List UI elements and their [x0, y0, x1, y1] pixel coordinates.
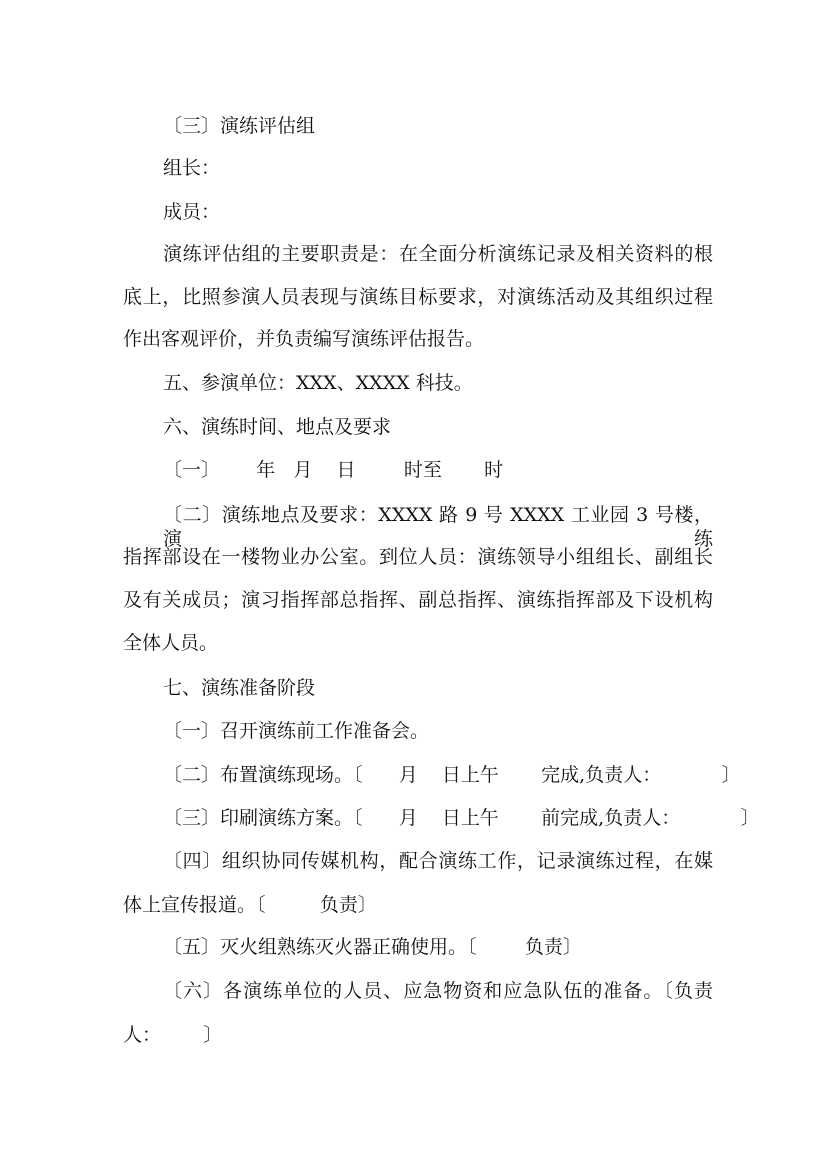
text-line: 全体人员。 [123, 632, 219, 654]
text-line: 〔二〕布置演练现场。〔 月 日上午 完成,负责人： 〕 [163, 764, 741, 786]
text-line: 作出客观评价，并负责编写演练评估报告。 [123, 328, 485, 350]
text-line: 〔五〕灭火组熟练灭火器正确使用。〔 负责〕 [163, 936, 582, 958]
text-line: 演练评估组的主要职责是：在全面分析演练记录及相关资料的根 [163, 243, 713, 265]
text-line: 〔四〕组织协同传媒机构，配合演练工作，记录演练过程，在媒 [163, 850, 713, 872]
text-line: 指挥部设在一楼物业办公室。到位人员：演练领导小组组长、副组长 [123, 546, 713, 568]
text-line: 六、演练时间、地点及要求 [163, 416, 392, 438]
text-line: 七、演练准备阶段 [163, 677, 316, 699]
text-line: 〔一〕 年 月 日 时至 时 [163, 459, 504, 481]
text-line: 体上宣传报道。〔 负责〕 [123, 894, 377, 916]
text-line: 〔二〕演练地点及要求：XXXX 路 9 号 XXXX 工业园 3 号楼，演练 [163, 504, 713, 550]
text-line: 〔三〕演练评估组 [163, 115, 316, 137]
text-line: 及有关成员；演习指挥部总指挥、副总指挥、演练指挥部及下设机构 [123, 589, 713, 611]
text-line: 〔六〕各演练单位的人员、应急物资和应急队伍的准备。〔负责 [163, 980, 713, 1002]
text-line: 〔三〕印刷演练方案。〔 月 日上午 前完成,负责人： 〕 [163, 807, 760, 829]
text-line: 〔一〕召开演练前工作准备会。 [163, 720, 430, 742]
text-line: 人： 〕 [123, 1024, 223, 1046]
text-line: 组长： [163, 157, 221, 179]
text-line: 成员： [163, 201, 221, 223]
text-line: 五、参演单位：XXX、XXXX 科技。 [163, 372, 473, 394]
text-line: 底上，比照参演人员表现与演练目标要求，对演练活动及其组织过程 [123, 286, 713, 308]
